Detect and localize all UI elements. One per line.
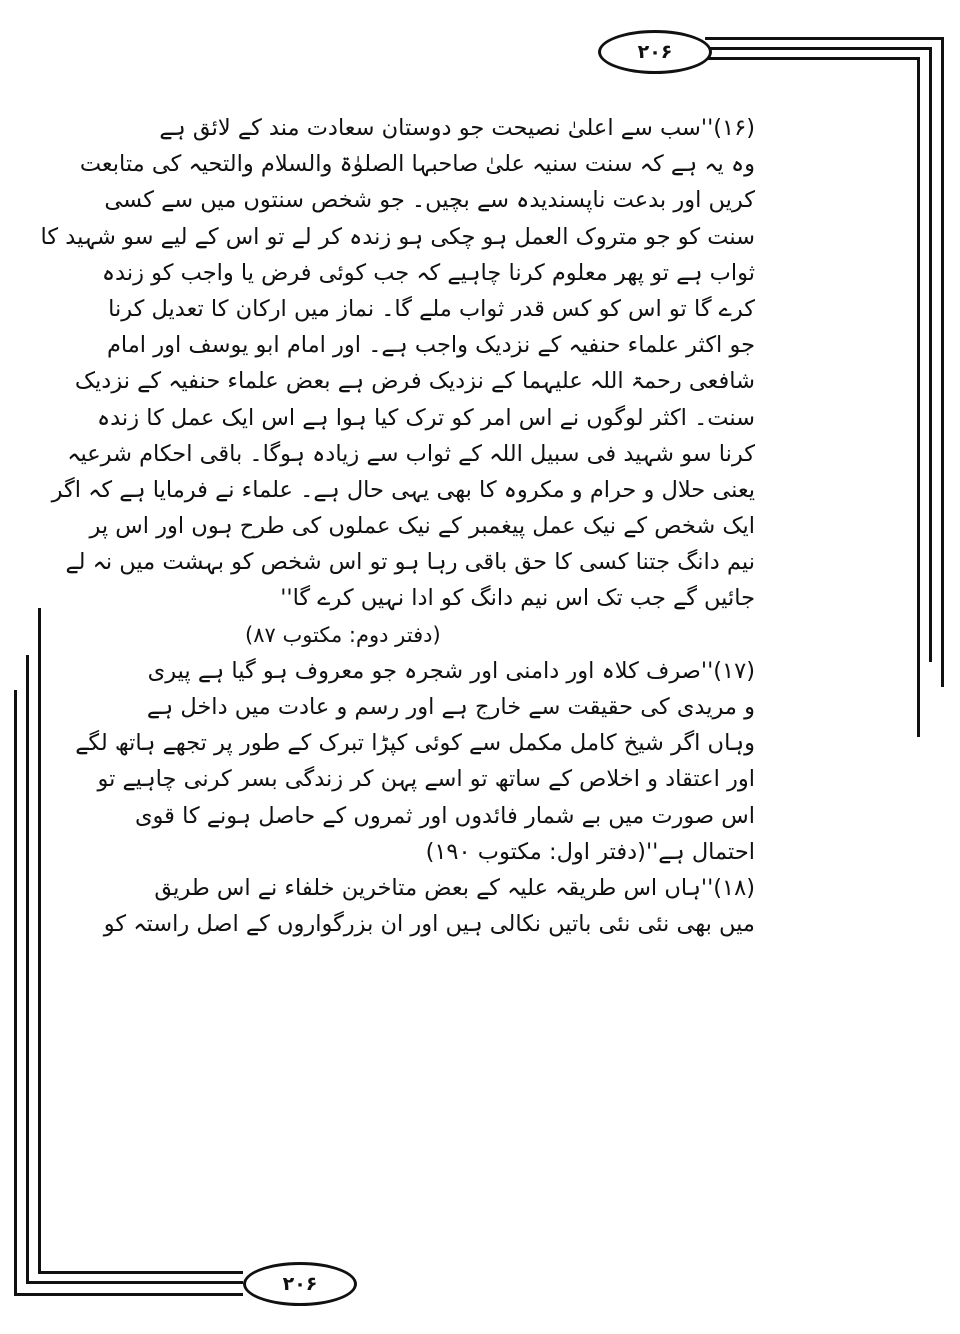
text-line: جائیں گے جب تک اس نیم دانگ کو ادا نہیں کرے گا'' (280, 585, 755, 612)
text-line: سنت۔ اکثر لوگوں نے اس امر کو ترک کیا ہوا ہے اس ایک عمل کا زندہ (96, 404, 755, 431)
frame-left-line-outer (14, 690, 17, 1295)
frame-right-line-outer (941, 37, 944, 687)
frame-bottom-line-outer (14, 1293, 243, 1296)
text-line: ثواب ہے تو پھر معلوم کرنا چاہیے کہ جب کوئی فرض یا واجب کو زندہ (101, 259, 755, 286)
text-line: ایک شخص کے نیک عمل پیغمبر کے نیک عملوں کی طرح ہوں اور اس پر (89, 513, 755, 540)
frame-bottom-line-inner (38, 1271, 243, 1274)
text-line: کرے گا تو اس کو کس قدر ثواب ملے گا۔ نماز میں ارکان کا تعدیل کرنا (108, 295, 755, 322)
text-line: (۱۶)''سب سے اعلیٰ نصیحت جو دوستان سعادت مند کے لائق ہے (159, 115, 755, 141)
footer-page-number (243, 1262, 357, 1306)
frame-bottom-line-mid (26, 1281, 243, 1284)
text-line: و مریدی کی حقیقت سے خارج ہے اور رسم و عادت میں داخل ہے (146, 694, 755, 720)
body-text (40, 110, 755, 942)
text-line: میں بھی نئی نئی باتیں نکالی ہیں اور ان بزرگواروں کے اصل راستہ کو (103, 911, 755, 938)
text-line: وہاں اگر شیخ کامل مکمل سے کوئی کپڑا تبرک کے طور پر تجھے ہاتھ لگے (75, 730, 755, 757)
frame-left-line-inner (38, 608, 41, 1273)
text-line: شافعی رحمۃ اللہ علیہما کے نزدیک فرض ہے بعض علماء حنفیہ کے نزدیک (74, 368, 755, 395)
frame-left-line-mid (26, 655, 29, 1283)
footer-page-number-text: ۲۰۶ (282, 1273, 318, 1295)
text-line: نیم دانگ جتنا کسی کا حق باقی رہا ہو تو اس شخص کو بہشت میں نہ لے (65, 549, 755, 576)
text-line: وہ یہ ہے کہ سنت سنیہ علیٰ صاحبہا الصلوٰۃ والسلام والتحیہ کی متابعت (79, 151, 755, 178)
text-line: (۱۸)''ہاں اس طریقہ علیہ کے بعض متاخرین خلفاء نے اس طریق (154, 874, 755, 901)
text-line: احتمال ہے''(دفتر اول: مکتوب ۱۹۰) (425, 838, 755, 865)
text-line: اور اعتقاد و اخلاص کے ساتھ تو اسے پہن کر زندگی بسر کرنی چاہیے تو (97, 766, 755, 793)
frame-top-line-outer (705, 37, 943, 40)
text-line: کریں اور بدعت ناپسندیدہ سے بچیں۔ جو شخص سنتوں میں سے کسی (104, 187, 755, 214)
text-line: (۱۷)''صرف کلاہ اور دامنی اور شجرہ جو معروف ہو گیا ہے پیری (147, 657, 755, 684)
reference-line: (دفتر دوم: مکتوب ۸۷) (245, 622, 441, 647)
header-page-number-text: ۲۰۶ (637, 41, 673, 63)
text-line: کرنا سو شہید فی سبیل اللہ کے ثواب سے زیادہ ہوگا۔ باقی احکام شرعیہ (67, 440, 755, 467)
text-line: سنت کو جو متروک العمل ہو چکی ہو زندہ کر لے تو اس کے لیے سو شہید کا (40, 223, 755, 250)
frame-top-line-mid (705, 47, 930, 50)
header-page-number (598, 30, 712, 74)
frame-top-line-inner (705, 57, 919, 60)
frame-right-line-inner (917, 57, 920, 737)
frame-right-line-mid (929, 47, 932, 662)
text-line: اس صورت میں بے شمار فائدوں اور ثمروں کے حاصل ہونے کا قوی (134, 802, 755, 829)
text-line: یعنی حلال و حرام و مکروہ کا بھی یہی حال ہے۔ علماء نے فرمایا ہے کہ اگر (51, 476, 755, 503)
text-line: جو اکثر علماء حنفیہ کے نزدیک واجب ہے۔ اور امام ابو یوسف اور امام (106, 332, 755, 359)
